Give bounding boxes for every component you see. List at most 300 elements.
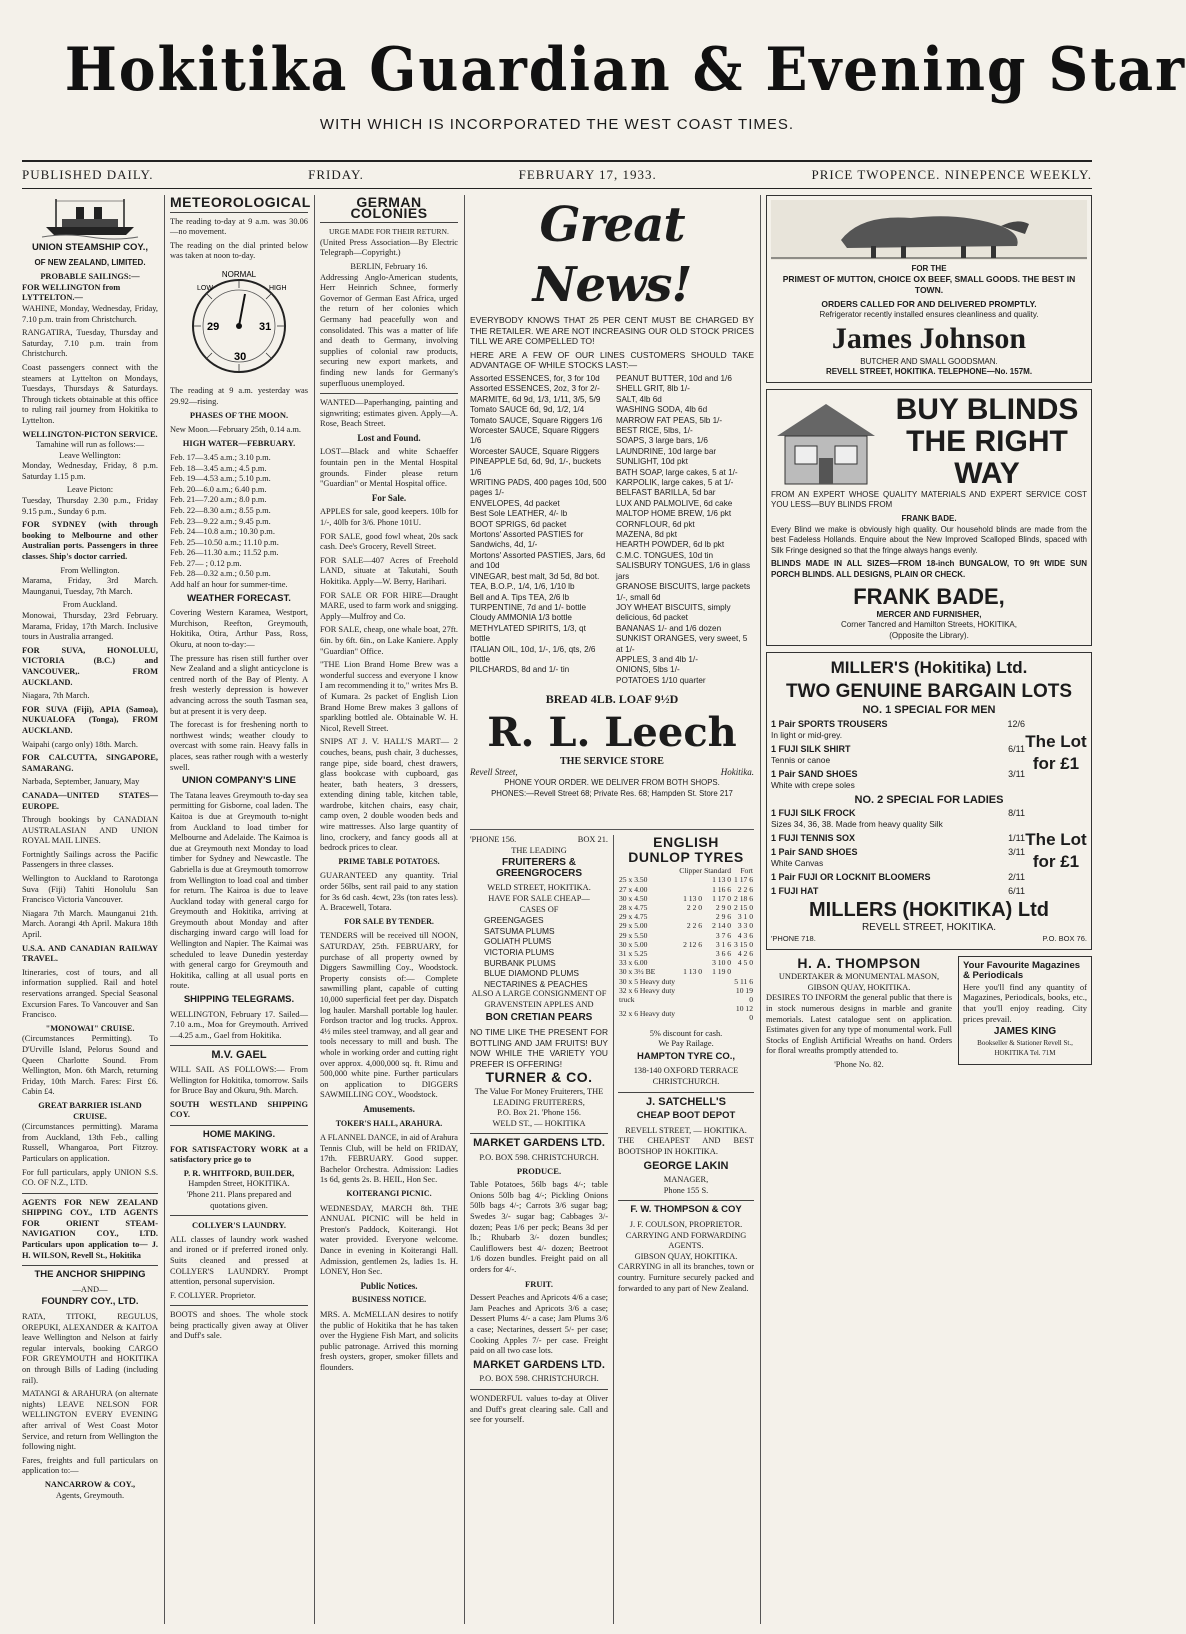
anchor-heading: THE ANCHOR SHIPPING: [34, 1269, 146, 1281]
tyre-cell: 1 17 0: [712, 893, 732, 903]
fruit-item: BURBANK PLUMS: [484, 957, 556, 968]
tyre-header-cell: Clipper: [679, 866, 703, 876]
lot-item: [771, 833, 1025, 844]
tyre-cell: [678, 912, 703, 921]
phases-heading: PHASES OF THE MOON.: [189, 410, 289, 421]
price-item: WASHING SODA, 4lb 6d: [616, 405, 708, 415]
fruit-box: BOX 21.: [577, 835, 608, 844]
price-item: MARROW FAT PEAS, 5lb 1/-: [616, 415, 723, 425]
price-item: Mortons' Assorted PASTIES, Jars, 6d and 10d: [470, 550, 606, 571]
library-text: (Opposite the Library).: [889, 630, 969, 640]
price-item: SALT, 4lb 6d: [616, 394, 662, 404]
column-shipping: [22, 195, 158, 1624]
lot-item: [771, 769, 1025, 791]
column-advertisements: [766, 195, 1092, 1624]
met-text-3: The reading at 9 a.m. yesterday was 29.92—rising.: [170, 385, 308, 406]
undertaker-phone: 'Phone No. 82.: [834, 1060, 884, 1069]
home-heading: HOME MAKING.: [202, 1128, 276, 1140]
millers-contact: [771, 934, 1087, 945]
lot-item-price: 12/6: [1007, 718, 1025, 729]
hampton-heading: HAMPTON TYRE CO.,: [637, 1050, 735, 1062]
lot-item: [771, 847, 1025, 869]
value-text: The Value For Money Fruiterers, THE LEADING FRUITERERS,: [474, 1087, 604, 1107]
lot-item-text: [771, 833, 855, 844]
price-item: Tomato SAUCE, Square Riggers 1/6: [470, 415, 603, 425]
tyre-cell: [732, 967, 754, 976]
tyre-header-cell: Fort: [740, 866, 753, 876]
oxford-text: 138-140 OXFORD TERRACE CHRISTCHURCH.: [633, 1066, 739, 1087]
tyre-row: [618, 912, 754, 921]
tyre-cell: 31 x 5.25: [619, 949, 648, 959]
sydney-auckland: Monowai, Thursday, 23rd February. Marama, Friday, 17th March. Inclusive tours in Australia arranged.: [22, 611, 158, 642]
toker-ad: A FLANNEL DANCE, in aid of Arahura Tennis Club, will be held on FRIDAY, 17th. FEBRUARY. Good supper. Bachelor Orchestra. Admission: Ladies 1s 6d, gents 2s. B. HEIL, Hon Sec.: [320, 1133, 458, 1185]
tyre-cell: 1 19 0: [712, 967, 732, 977]
price-item: C.M.C. TONGUES, 10d tin: [616, 550, 714, 560]
niagara-text: Niagara 7th March. Maunganui 21th. March. Aorangi 4th April. Makura 18th April.: [22, 908, 158, 940]
masthead-title: Hokitika Guardian & Evening Star: [64, 35, 1186, 105]
price-list: [470, 374, 754, 686]
tyre-cell: 4 5 0: [737, 958, 753, 968]
price-item: ONIONS, 5lbs 1/-: [616, 665, 680, 675]
tyre-cell: 29 x 5.50: [619, 930, 648, 940]
public-notices-heading: Public Notices.: [360, 1280, 418, 1291]
market-gardens-heading: MARKET GARDENS LTD.: [473, 1137, 605, 1150]
fruiterers-heading: FRUITERERS & GREENGROCERS: [495, 857, 583, 879]
johnson-name: James Johnson: [831, 321, 1027, 355]
dateline: [22, 160, 1092, 189]
bread-price: BREAD 4LB. LOAF 9½D: [545, 692, 679, 707]
brew-ad: "THE Lion Brand Home Brew was a wonderful success and everyone I know I am recommending it to," writes Mrs B. of Kumara. 2s packet of English Lion Brand Home Brew makes 3 gallons of sparkling bottled ale. Obtainable W. H. Nicol, Revell Street.: [320, 660, 458, 733]
johnson-address: REVELL STREET, HOKITIKA. TELEPHONE—No. 157M.: [825, 367, 1033, 377]
tyre-cell: [703, 977, 732, 986]
agents-text: AGENTS FOR NEW ZEALAND SHIPPING COY., LTD AGENTS FOR ORIENT STEAM-NAVIGATION COY., LTD. Particulars upon application to— J. H. WILSON, Revell St., Hokitika: [22, 1197, 158, 1260]
johnson-ad: [766, 195, 1092, 383]
steamship-icon: [42, 195, 138, 239]
suva-heading: FOR SUVA, HONOLULU, VICTORIA (B.C.) and VANCOUVER,. FROM AUCKLAND.: [22, 645, 158, 687]
tyre-cell: 28 x 4.75: [619, 903, 648, 912]
german-place: BERLIN, February 16.: [350, 261, 428, 271]
price-item: KARPOLIK, large cakes, 5 at 1/-: [616, 478, 734, 488]
produce-heading: PRODUCE.: [516, 1165, 562, 1176]
corner-text: Corner Tancred and Hamilton Streets, HOKITIKA,: [841, 620, 1017, 630]
house-illustration: [771, 396, 881, 488]
price-list-left: [470, 374, 608, 686]
tyre-row: [618, 931, 754, 940]
price-item: PEANUT BUTTER, 10d and 1/6: [616, 373, 732, 383]
published-daily: PUBLISHED DAILY.: [22, 167, 154, 182]
from-wellington: From Wellington.: [60, 565, 120, 575]
tyre-cell: 30 x 5 Heavy duty: [619, 976, 676, 986]
leave-wellington: Leave Wellington:: [59, 450, 121, 460]
fruit-list: [470, 915, 608, 989]
price-item: LAUNDRINE, 10d large bar: [616, 446, 717, 456]
price-item: Cloudy AMMONIA 1/3 bottle: [470, 613, 572, 623]
turner-weld: WELD ST., — HOKITIKA: [492, 1118, 586, 1128]
gael-text: WILL SAIL AS FOLLOWS:— From Wellington for Hokitika, tomorrow. Sails for Bruce Bay and Okuru, 9th. March.: [170, 1065, 308, 1096]
orders-text: ORDERS CALLED FOR AND DELIVERED PROMPTLY.: [821, 299, 1037, 310]
barrier-heading: GREAT BARRIER ISLAND CRUISE.: [38, 1100, 142, 1121]
dunlop-heading: DUNLOP TYRES: [628, 848, 744, 865]
wellington-from: FOR WELLINGTON from LYTTELTON.—: [22, 282, 121, 303]
fortnightly-text: Fortnightly Sailings across the Pacific Passengers in three classes.: [22, 849, 158, 870]
lot-item-name: 1 FUJI SILK SHIRT: [771, 743, 851, 754]
rangatira-text: RANGATIRA, Tuesday, Thursday and Saturday, 7.10 p.m. train from Christchurch.: [22, 328, 158, 359]
thompson-undertaker-ad: [766, 956, 952, 1071]
millers-heading-2: MILLERS (HOKITIKA) Ltd: [809, 899, 1049, 922]
lot-item-price: 6/11: [1008, 743, 1025, 754]
tide-row: Feb. 19—4.53 a.m.; 5.10 p.m.: [170, 474, 271, 484]
discount-text: 5% discount for cash.: [649, 1028, 723, 1038]
lot-item: [771, 808, 1025, 830]
men-items: [771, 716, 1025, 791]
great-news-intro-2: HERE ARE A FEW OF OUR LINES CUSTOMERS SHOULD TAKE ADVANTAGE OF WHILE STOCKS LAST:—: [470, 349, 754, 371]
men-lot-price: The Lot for £1: [1025, 732, 1087, 774]
tide-row: Feb. 25—10.50 a.m.; 11.10 p.m.: [170, 537, 279, 547]
home-text: FOR SATISFACTORY WORK at a satisfactory price go to: [170, 1144, 308, 1165]
blinds-ad: [766, 389, 1092, 647]
fruit-heading-2: FRUIT.: [525, 1278, 553, 1289]
tyre-row: [618, 921, 754, 930]
collyer-sign: F. COLLYER. Proprietor.: [170, 1290, 256, 1300]
leech-address: [470, 767, 754, 778]
potatoes-ad: GUARANTEED any quantity. Trial order 56lbs, sent rail paid to any station for 3s 6d cash. 4cwt, 23s (ton rates less). A. Bracewell, Totara.: [320, 871, 458, 913]
issue-day: FRIDAY.: [308, 167, 364, 182]
pears-heading: BON CRETIAN PEARS: [485, 1011, 593, 1023]
koiterangi-heading: KOITERANGI PICNIC.: [346, 1189, 432, 1199]
tide-row: Feb. 17—3.45 a.m.; 3.10 p.m.: [170, 452, 271, 462]
tyre-cell: [703, 1004, 732, 1022]
market-gardens-box: P.O. BOX 598. CHRISTCHURCH.: [479, 1153, 599, 1163]
millers-ad: [766, 652, 1092, 949]
bottling-text: NO TIME LIKE THE PRESENT FOR BOTTLING AND JAM FRUITS! BUY NOW WHILE THE VARIETY YOU PREFER IS OFFERING!: [470, 1027, 608, 1069]
king-sub: Bookseller & Stationer Revell St., HOKITIKA Tel. 71M: [977, 1038, 1073, 1058]
tyre-cell: 5 11 6: [734, 976, 753, 986]
lot-item-price: 3/11: [1008, 768, 1025, 779]
tyre-cell: 3 7 6: [715, 930, 732, 940]
tyre-cell: [678, 977, 703, 986]
your-favourite: Your Favourite Magazines & Periodicals: [963, 959, 1081, 982]
turner-pobox: P.O. Box 21. 'Phone 156.: [497, 1108, 581, 1118]
tide-row: Feb. 22—8.30 a.m.; 8.55 p.m.: [170, 505, 271, 515]
union-title: UNION STEAMSHIP COY.,: [32, 242, 148, 253]
tyre-cell: [678, 1004, 703, 1022]
tide-row: Feb. 28—0.32 a.m.; 0.50 p.m.: [170, 569, 271, 579]
price-item: JOY WHEAT BISCUITS, simply delicious, 6d packet: [616, 602, 731, 623]
tyre-cell: 30 x 5.00: [619, 939, 648, 949]
sizes-text: BLINDS MADE IN ALL SIZES—FROM 18-inch BUNGALOW, TO 9ft WIDE SUN PORCH BLINDS. ALL DESIGNS, PLAIN OR CHECK.: [771, 559, 1087, 579]
cattle-illustration: [771, 200, 1087, 260]
tyre-cell: 2 15 0: [734, 903, 753, 912]
column-news-classifieds: [320, 195, 458, 1624]
every-blind-text: Every Blind we make is obviously high quality. Our household blinds are made from the best Fadeless Hollands. Enquire about the New Improved Scalloped Blinds, spaced with Silk Fringe designed so that the fringe always hangs evenly.: [771, 524, 1087, 555]
tyre-cell: 2 9 6: [715, 912, 732, 922]
lot-item: [771, 872, 1025, 883]
monowai-heading: "MONOWAI" CRUISE.: [45, 1023, 135, 1033]
lot-item-text: [771, 847, 858, 869]
tide-row: Feb. 21—7.20 a.m.; 8.0 p.m.: [170, 495, 267, 505]
lot-item-text: [771, 744, 851, 766]
leave-picton-text: Tuesday, Thursday 2.30 p.m., Friday 9.15 p.m., Sunday 6 p.m.: [22, 496, 158, 516]
from-auckland: From Auckland.: [62, 600, 118, 610]
tyre-cell: 1 13 0: [683, 967, 703, 977]
tyre-row: [618, 875, 754, 884]
price-item: Best Sole LEATHER, 4/- lb: [470, 509, 568, 519]
tyre-cell: 3 15 0: [734, 939, 753, 949]
tyre-cell: [678, 931, 703, 940]
calcutta-text: Narbada, September, January, May: [22, 777, 140, 787]
here-text: Here you'll find any quantity of Magazines, Periodicals, books, etc., that you'll enjoy reading. City prices prevail.: [963, 981, 1087, 1024]
dial-low: LOW: [197, 284, 213, 292]
lot-item-price: 8/11: [1008, 808, 1025, 819]
weather-text-1: Covering Western Karamea, Westport, Murchison, Reefton, Greymouth, Hokitika, Otira, Arthur Pass, Ross, Okuru, at noon to-day:—: [170, 608, 308, 650]
mare-ad: FOR SALE OR FOR HIRE—Draught MARE, used to farm work and snigging. Apply—Mulfroy and Co.: [320, 590, 458, 621]
tyre-row: [618, 977, 754, 986]
price-item: Worcester SAUCE, Square Riggers 1/6: [470, 426, 600, 446]
lot-item-price: 6/11: [1008, 886, 1025, 897]
price-item: BOOT SPRIGS, 6d packet: [470, 519, 567, 529]
fowl-ad: FOR SALE, good fowl wheat, 20s sack cash. Dee's Grocery, Revell Street.: [320, 531, 458, 552]
collyer-heading: COLLYER'S LAUNDRY.: [191, 1220, 286, 1231]
price-item: CORNFLOUR, 6d pkt: [616, 519, 695, 529]
lot-item-name: 1 FUJI SILK FROCK: [771, 808, 856, 819]
column-fruiterers: [470, 835, 608, 1624]
king-ad: [958, 956, 1092, 1065]
have-for-sale: HAVE FOR SALE CHEAP—: [488, 893, 590, 903]
tyre-row: [618, 903, 754, 912]
price-item: BANANAS 1/- and 1/6 dozen: [616, 623, 722, 633]
lot-item-price: 2/11: [1008, 872, 1025, 883]
ha-thompson: H. A. THOMPSON: [797, 954, 921, 971]
carrying-text: CARRYING in all its branches, town or country. Furniture securely packed and forwarded to any part of New Zealand.: [618, 1262, 754, 1293]
fruit-item: GOLIATH PLUMS: [484, 936, 552, 947]
home-phone: 'Phone 211. Plans prepared and quotations given.: [186, 1189, 292, 1210]
millers-box: P.O. BOX 76.: [1042, 934, 1087, 944]
market-gardens-heading-2: MARKET GARDENS LTD.: [473, 1358, 605, 1371]
leech-phone: PHONE YOUR ORDER. WE DELIVER FROM BOTH SHOPS.: [504, 777, 720, 787]
met-text-1: The reading to-day at 9 a.m. was 30.06—no movement.: [170, 216, 308, 237]
fruit-item: VICTORIA PLUMS: [484, 946, 555, 957]
millers-heading: MILLER'S (Hokitika) Ltd.: [830, 658, 1028, 678]
tyre-cell: 4 2 6: [737, 949, 753, 959]
frank-small: FRANK BADE.: [901, 513, 957, 523]
tyre-cell: 10 12 0: [735, 1004, 753, 1023]
tyre-cell: 3 1 0: [737, 912, 753, 922]
cheap-boot-depot: CHEAP BOOT DEPOT: [636, 1110, 736, 1122]
dial-normal: NORMAL: [221, 269, 257, 279]
leave-wellington-text: Monday, Wednesday, Friday, 8 p.m. Saturday 1.15 p.m.: [22, 461, 158, 481]
lot-item: [771, 719, 1025, 741]
price-item: TEA, B.O.P., 1/4, 1/6, 1/10 lb: [470, 582, 575, 592]
full-particulars: For full particulars, apply UNION S.S. CO. OF N.Z., LTD.: [22, 1167, 158, 1188]
bargain-heading: TWO GENUINE BARGAIN LOTS: [785, 681, 1073, 703]
refrigerator-text: Refrigerator recently installed ensures cleanliness and quality.: [819, 309, 1039, 319]
price-item: BELFAST BARILLA, 5d bar: [616, 488, 716, 498]
lot-item-price: 3/11: [1008, 847, 1025, 858]
tyre-row: [618, 967, 754, 976]
leech-street: Revell Street,: [470, 767, 518, 778]
suva-text: Niagara, 7th March.: [22, 691, 90, 701]
tyre-rows: [618, 875, 754, 1022]
tyre-cell: 1 13 0: [712, 875, 732, 885]
special-men-heading: NO. 1 SPECIAL FOR MEN: [862, 704, 996, 717]
lot-item-name: 1 Pair FUJI OR LOCKNIT BLOOMERS: [771, 872, 931, 883]
lot-item-text: [771, 886, 818, 897]
ladies-lot-price: The Lot for £1: [1025, 830, 1087, 872]
meat-for-the: FOR THE: [911, 263, 947, 273]
column-great-news: [470, 195, 754, 798]
price-item: SUNKIST ORANGES, very sweet, 5 at 1/-: [616, 634, 748, 654]
fruit-item: SATSUMA PLUMS: [484, 925, 555, 936]
blinds-line-1: BUY BLINDS: [895, 392, 1079, 426]
canada-text: Through bookings by CANADIAN AUSTRALASIAN AND UNION ROYAL MAIL LINES.: [22, 815, 158, 846]
issue-price: PRICE TWOPENCE. NINEPENCE WEEKLY.: [811, 167, 1092, 182]
price-item: POTATOES 1/10 quarter: [616, 675, 706, 685]
probable-sailings: PROBABLE SAILINGS:—: [40, 272, 140, 282]
price-item: ENVELOPES, 4d packet: [470, 498, 560, 508]
price-item: MAZENA, 8d pkt: [616, 530, 677, 540]
meat-text: PRIMEST OF MUTTON, CHOICE OX BEEF, SMALL GOODS. THE BEST IN TOWN.: [782, 274, 1076, 295]
tyre-row: [618, 949, 754, 958]
tide-row: Feb. 24—10.8 a.m.; 10.30 p.m.: [170, 527, 275, 537]
desires-text: DESIRES TO INFORM the general public that there is in stock numerous designs in marble and granite memorials. Latest catalogue sent on application. Estimates given for any type of monumental work. Full Stocks of English Artificial Wreaths on hand. Orders for floral wreaths promptly attended to.: [766, 993, 952, 1056]
lot-item-name: 1 Pair SPORTS TROUSERS: [771, 718, 888, 729]
price-item: SUNLIGHT, 10d pkt: [616, 457, 688, 467]
fruit-contact: [470, 835, 608, 846]
potatoes-heading: PRIME TABLE POTATOES.: [338, 856, 440, 866]
masthead-subtitle: WITH WHICH IS INCORPORATED THE WEST COAST TIMES.: [319, 116, 795, 133]
carrying-heading: CARRYING AND FORWARDING AGENTS.: [625, 1230, 747, 1251]
monowai-text: (Circumstances Permitting). To D'Urville Island, Pelorus Sound and Queen Charlotte Sound. From Wellington, Mon. 6th March, returning Friday, 10th March. Fares: First £6. Cabin £4.: [22, 1034, 158, 1097]
lakin-heading: GEORGE LAKIN: [643, 1159, 729, 1172]
foundry-heading: FOUNDRY COY., LTD.: [41, 1296, 139, 1308]
tyre-header-row: [618, 866, 754, 875]
weather-text-2: The pressure has risen still further over New Zealand and a slight anticyclone is centred north of the Bay of Plenty. A fresh westerly depression is however advancing across the south Tasman sea, but at present it is very deep.: [170, 653, 308, 716]
dial-bottom: 30: [234, 350, 247, 363]
anchor-and: —AND—: [72, 1284, 108, 1294]
price-item: SALISBURY TONGUES, 1/6 in glass jars: [616, 561, 751, 581]
tyre-cell: 2 14 0: [712, 921, 732, 931]
tyre-cell: 29 x 4.75: [619, 912, 648, 922]
tyre-cell: 30 x 3½ BE: [619, 967, 656, 977]
bottom-ads: [766, 956, 1092, 1071]
agents-greymouth: Agents, Greymouth.: [55, 1490, 125, 1500]
expert-text: FROM AN EXPERT WHOSE QUALITY MATERIALS AND EXPERT SERVICE COST YOU LESS—BUY BLINDS FROM: [771, 489, 1087, 510]
tyre-cell: 32 x 6 Heavy duty truck: [619, 985, 676, 1005]
price-item: VINEGAR, best malt, 3d 5d, 8d bot.: [470, 571, 600, 581]
telegrams-heading: SHIPPING TELEGRAMS.: [183, 994, 295, 1006]
tyre-cell: 33 x 6.00: [619, 958, 648, 968]
tide-row: Feb. 27— ; 0.12 p.m.: [170, 558, 242, 568]
fruit-item: NECTARINES & PEACHES: [484, 978, 588, 989]
lakin-phone: Phone 155 S.: [663, 1185, 709, 1195]
price-item: WRITING PADS, 400 pages 10d, 500 pages 1/-: [470, 478, 607, 498]
cases-of: CASES OF: [519, 904, 559, 914]
dial-left: 29: [207, 320, 220, 333]
matangi-text: MATANGI & ARAHURA (on alternate nights) LEAVE NELSON FOR WELLINGTON EVERY EVENING after arrival of West Coast Motor Service, and return from Wellington the following night.: [22, 1389, 158, 1452]
german-sub: URGE MADE FOR THEIR RETURN.: [329, 227, 449, 237]
undertaker-text: UNDERTAKER & MONUMENTAL MASON,: [778, 972, 940, 982]
freehold-ad: FOR SALE—407 Acres of Freehold LAND, situate at Takutahi, South Hokitika. Apply—W. Berry, Harihari.: [320, 555, 458, 586]
lot-item-name: 1 FUJI TENNIS SOX: [771, 833, 856, 844]
anchor-text: RATA, TITOKI, REGULUS, OREPUKI, ALEXANDER & KAITOA leave Wellington and Nelson at fairly regular intervals, booking CARGO FOR GREYMOUTH and HOKITIKA on through Bills of Lading (including rail).: [22, 1312, 158, 1385]
satchell-heading: J. SATCHELL'S: [645, 1095, 727, 1108]
leech-phones: PHONES:—Revell Street 68; Private Res. 68; Hampden St. Store 217: [491, 788, 733, 798]
lot-item-desc: White Canvas: [771, 858, 824, 869]
butcher-text: BUTCHER AND SMALL GOODSMAN.: [860, 356, 998, 366]
price-item: Tomato SAUCE 6d, 9d, 1/2, 1/4: [470, 405, 585, 415]
picton-heading: WELLINGTON-PICTON SERVICE.: [22, 429, 158, 439]
tyre-row: [618, 885, 754, 894]
nancarrow: NANCARROW & COY.,: [44, 1479, 136, 1489]
german-heading: GERMAN COLONIES: [350, 194, 428, 221]
james-king: JAMES KING: [993, 1026, 1057, 1038]
lot-item-price: 1/11: [1008, 833, 1025, 844]
tender-ad: TENDERS will be received till NOON, SATURDAY, 25th. FEBRUARY, for purchase of all property owned by Diggers Sawmilling Coy., Woodstock. Property consists of:— Complete sawmilling plant, capable of cutting 10,000 superficial feet per day. Dispatch log hauler. Marshall portable log hauler. Fordson tractor and log trucks. Approx. 4½ miles steel tramway, and all gear and tools necessary to mill and bush. The whole in working order and cutting right over approx. 4,000,000 sq. ft. Rimu and 500,000 white pine. Further particulars on application to DIGGERS SAWMILLING COY., Woodstock.: [320, 931, 458, 1100]
lot-item-name: 1 FUJI HAT: [771, 886, 819, 897]
snips-ad: SNIPS AT J. V. HALL'S MART— 2 couches, beans, push chair, 3 duchesses, range pipe, side board, chest drawers, glass bookcase with cupboard, gas heater, bath heaters, 3 dressers, extending dining table, kitchen table, wardrobe, kitchen chairs, easy chair, camp oven, 2 double wooden beds and wire mattresses. Also large quantity of lino, crockery, and fancy goods all at bedrock prices to clear.: [320, 737, 458, 853]
price-item: APPLES, 3 and 4lb 1/-: [616, 654, 698, 664]
mercer-text: MERCER AND FURNISHER,: [876, 609, 982, 619]
tyre-cell: [678, 949, 703, 958]
collyer-text: ALL classes of laundry work washed and ironed or if preferred ironed only. Suits cleaned and pressed at COLLYER'S LAUNDRY. Prompt attention, personal supervision.: [170, 1234, 308, 1287]
leech-town: Hokitika.: [720, 767, 754, 778]
coast-text: Coast passengers connect with the steamers at Lyttelton on Mondays, Tuesdays, Thursdays & Saturdays. Through tickets obtainable at this office to ruling rail journey from Hokitika to Lyttelton.: [22, 362, 158, 425]
business-ad: MRS. A. McMELLAN desires to notify the public of Hokitika that he has taken over the Hygiene Fish Mart, and solicits public patronage. Arrived this morning fresh oysters, groper, smoker fillets and flounders.: [320, 1310, 458, 1372]
price-item: TURPENTINE, 7d and 1/- bottle: [470, 602, 587, 612]
tide-row: Feb. 23—9.22 a.m.; 9.45 p.m.: [170, 516, 271, 526]
millers-phone: 'PHONE 718.: [771, 934, 816, 944]
men-lot: [771, 716, 1087, 791]
boat-ad: FOR SALE, cheap, one whale boat, 27ft. 6in. by 6ft. 6in., on Lake Kaniere. Apply "Guardian" Office.: [320, 625, 458, 656]
german-text: Addressing Anglo-American students, Herr Heinrich Schnee, formerly Governor of German East Africa, urged the return of her colonies which Germany had peacefully won and consolidated. This was a matter of life and death to Germany, involving supplies of colonial raw products, securing new export markets, and finding new lands for Germany's superfluous unemployed.: [320, 272, 458, 388]
tyre-cell: 32 x 6 Heavy duty: [619, 1008, 676, 1018]
tyre-cell: [678, 885, 703, 894]
coulson-text: J. F. COULSON, PROPRIETOR.: [629, 1219, 743, 1229]
price-item: Assorted ESSENCES, for, 3 for 10d: [470, 373, 600, 383]
met-text-2: The reading on the dial printed below was taken at noon to-day.: [170, 240, 308, 261]
tyre-row: [618, 940, 754, 949]
lakin-manager: MANAGER,: [663, 1175, 709, 1185]
also-text: ALSO A LARGE CONSIGNMENT OF GRAVENSTEIN APPLES AND: [471, 989, 607, 1009]
price-item: HEARTH POWDER, 6d lb pkt: [616, 540, 725, 550]
price-item: ITALIAN OIL, 10d, 1/-, 1/6, qts, 2/6 bottle: [470, 644, 596, 664]
tyre-row: [618, 986, 754, 1004]
tyre-cell: 3 1 6: [715, 939, 732, 949]
ladies-lot: [771, 805, 1087, 897]
union-sub: OF NEW ZEALAND, LIMITED.: [34, 257, 146, 267]
business-heading: BUSINESS NOTICE.: [351, 1295, 427, 1305]
tyre-header-cell: [618, 866, 678, 875]
tyre-cell: 30 x 4.50: [619, 893, 648, 903]
tide-row: Feb. 26—11.30 a.m.; 11.52 p.m.: [170, 548, 279, 558]
tyre-price-table: [618, 866, 754, 1022]
tyre-cell: 2 2 0: [686, 903, 703, 912]
tyre-cell: 2 2 6: [737, 884, 753, 894]
home-name: P. R. WHITFORD, BUILDER,: [183, 1168, 295, 1178]
price-item: SHELL GRIT, 8lb 1/-: [616, 384, 690, 394]
lot-item: [771, 744, 1025, 766]
masthead: [22, 30, 1186, 133]
meteorological-heading: METEOROLOGICAL: [170, 194, 311, 210]
special-ladies-heading: NO. 2 SPECIAL FOR LADIES: [854, 793, 1004, 806]
tyre-header-cell: Standard: [704, 866, 732, 876]
wonderful-text: WONDERFUL values to-day at Oliver and Duff's great clearing sale. Call and see for yourself.: [470, 1393, 608, 1425]
wahine-text: WAHINE, Monday, Wednesday, Friday, 7.10 p.m. train from Christchurch.: [22, 303, 158, 324]
sydney-heading: FOR SYDNEY (with through booking to Melbourne and other Australian ports. Passengers in three classes. Ship's doctor carried.: [22, 520, 158, 562]
price-item: PILCHARDS, 8d and 1/- tin: [470, 665, 570, 675]
english-heading: ENGLISH: [653, 834, 719, 850]
ports-text: Wellington to Auckland to Rarotonga Suva (Fiji) Tahiti Honolulu San Francisco Victoria Vancouver.: [22, 874, 158, 905]
